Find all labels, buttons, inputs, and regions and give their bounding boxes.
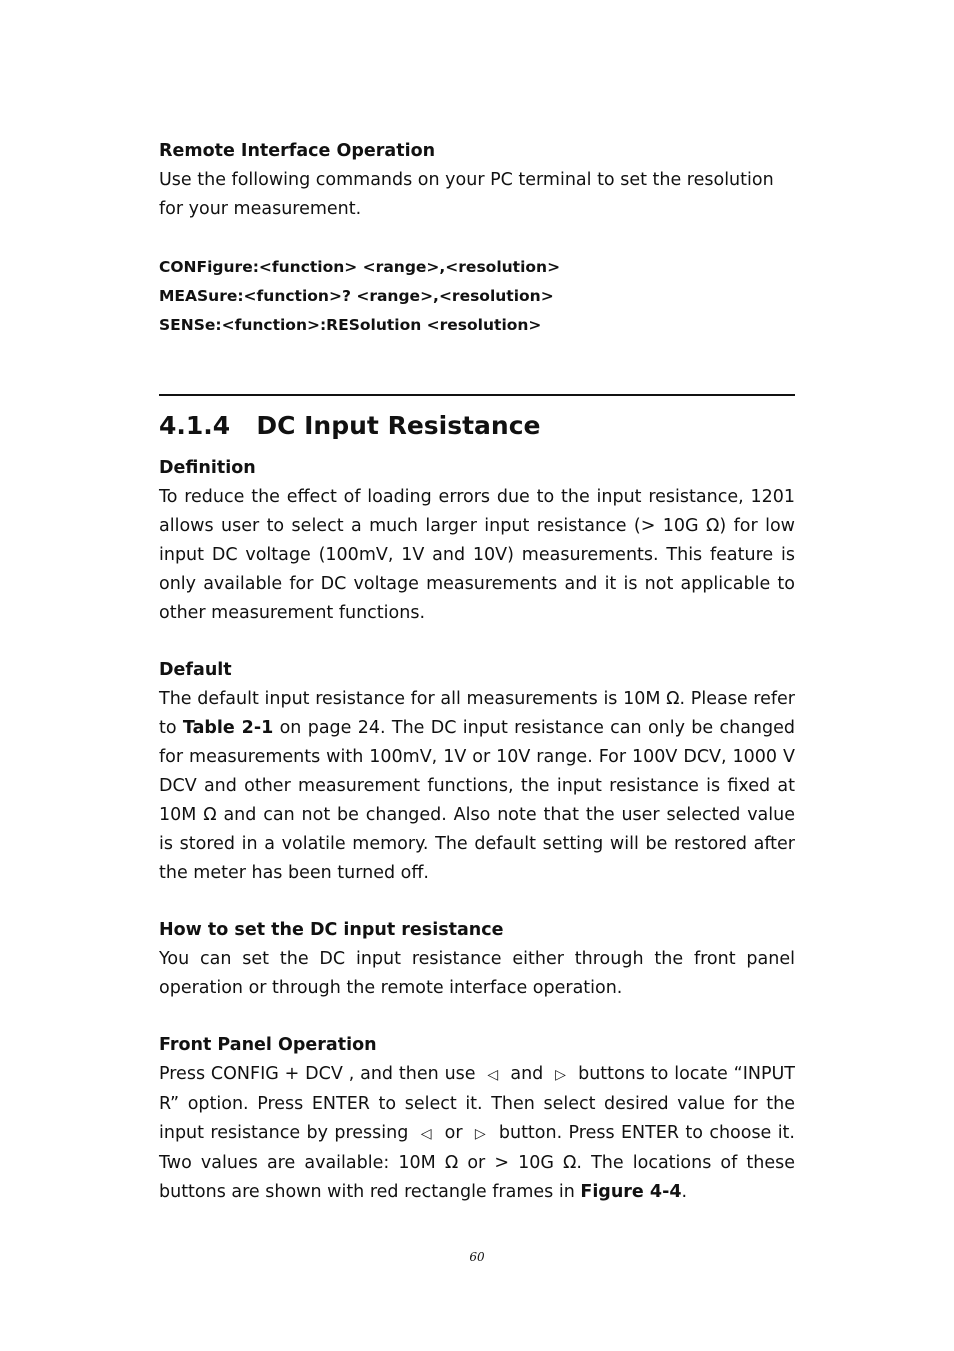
left-arrow-icon: ◁ bbox=[420, 1126, 433, 1142]
default-block bbox=[159, 656, 795, 888]
front-panel-text bbox=[159, 1060, 795, 1207]
front-panel-block bbox=[159, 1031, 795, 1207]
default-text-b: on page 24. The DC input resistance can only be changed for measurements with 100mV, 1V or 10V range. For 100V DCV, 1000 V DCV and other measurement functions, the input resistance is fixed at 10M Ω and can not be changed. Also note that the user selected value is stored in a volatile memory. The default setting will be restored after the meter has been turned off. bbox=[159, 718, 795, 883]
command-sense: SENSe:<function>:RESolution <resolution> bbox=[159, 316, 542, 334]
command-configure: CONFigure:<function> <range>,<resolution> bbox=[159, 258, 561, 276]
definition-heading: Definition bbox=[159, 458, 256, 478]
howto-text: You can set the DC input resistance either through the front panel operation or through the remote interface operation. bbox=[159, 949, 795, 998]
default-text-a: The default input resistance for all measurements is 10M Ω. Please refer to bbox=[159, 689, 795, 738]
figure-ref: Figure 4-4 bbox=[580, 1182, 682, 1202]
section-number: 4.1.4 bbox=[159, 411, 231, 440]
howto-heading: How to set the DC input resistance bbox=[159, 920, 504, 940]
definition-text: To reduce the effect of loading errors due to the input resistance, 1201 allows user to select a much larger input resistance (> 10G Ω) for low input DC voltage (100mV, 1V and 10V) measurements. This feature is only available for DC voltage measurements and it is not applicable to other measurement functions. bbox=[159, 487, 795, 623]
section-title-text: DC Input Resistance bbox=[256, 411, 541, 440]
definition-block bbox=[159, 454, 795, 628]
front-panel-t1: Press CONFIG + DCV , and then use bbox=[159, 1064, 482, 1084]
table-ref: Table 2-1 bbox=[182, 718, 274, 738]
howto-block bbox=[159, 916, 795, 1003]
default-heading: Default bbox=[159, 660, 232, 680]
front-panel-t2: and bbox=[504, 1064, 550, 1084]
section-divider bbox=[159, 394, 795, 396]
remote-interface-heading: Remote Interface Operation bbox=[159, 141, 436, 161]
remote-interface-intro: Use the following commands on your PC terminal to set the resolution for your measurement. bbox=[159, 170, 774, 219]
page-number: 60 bbox=[469, 1250, 485, 1264]
default-text bbox=[159, 685, 795, 888]
front-panel-t5: button. Press ENTER to choose it. Two values are available: 10M Ω or > 10G Ω. The locations of these buttons are shown with red rectangle frames in bbox=[159, 1123, 795, 1202]
front-panel-t4: or bbox=[438, 1123, 469, 1143]
front-panel-t6: . bbox=[681, 1182, 688, 1202]
command-measure: MEASure:<function>? <range>,<resolution> bbox=[159, 287, 554, 305]
section-title bbox=[159, 406, 541, 446]
front-panel-heading: Front Panel Operation bbox=[159, 1035, 377, 1055]
right-arrow-icon: ▷ bbox=[555, 1067, 567, 1083]
remote-interface-block bbox=[159, 137, 795, 340]
front-panel-t3: buttons to locate “INPUT R” option. Press ENTER to select it. Then select desired value for the input resistance by pressing bbox=[159, 1064, 795, 1143]
left-arrow-icon: ◁ bbox=[487, 1067, 499, 1083]
right-arrow-icon: ▷ bbox=[474, 1126, 487, 1142]
